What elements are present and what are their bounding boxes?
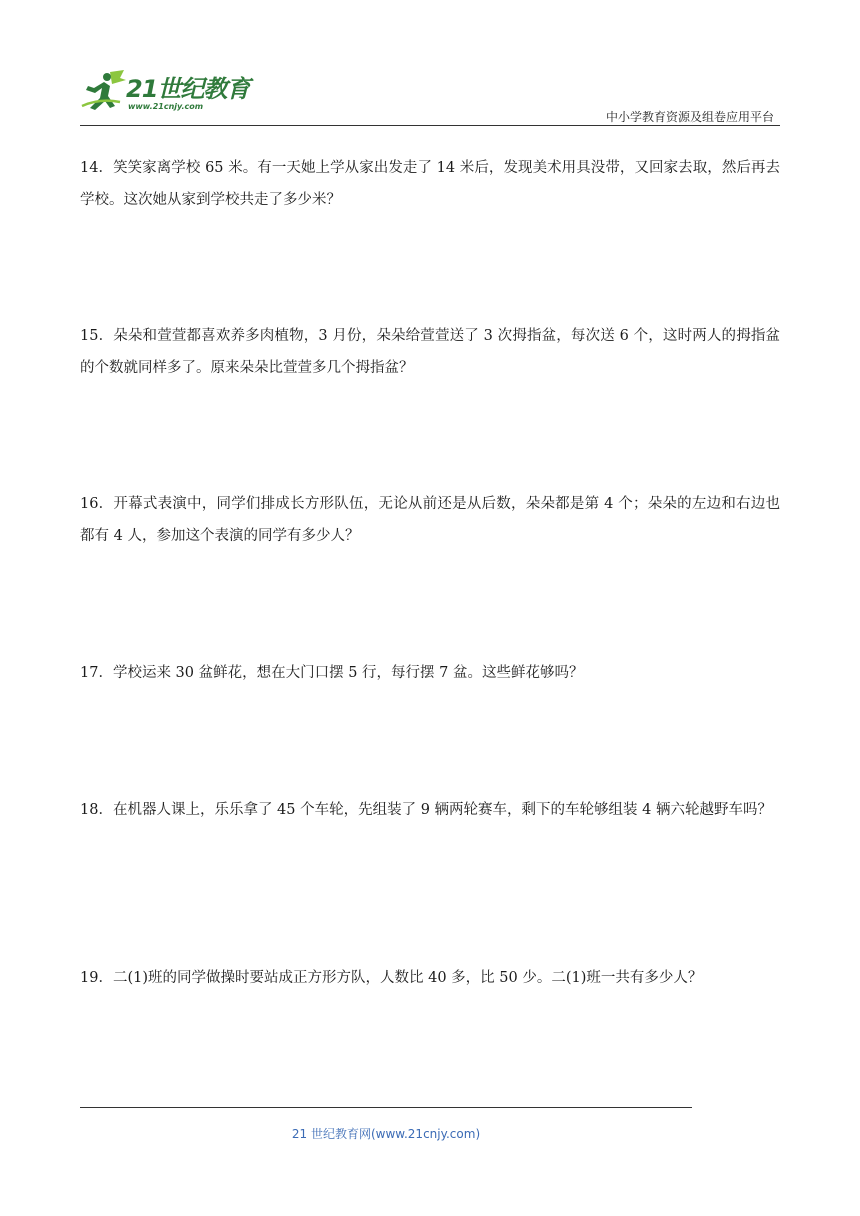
question-17: 17．学校运来 30 盆鲜花，想在大门口摆 5 行，每行摆 7 盆。这些鲜花够吗？ xyxy=(80,665,584,681)
header-divider xyxy=(80,125,780,126)
question-16: 16．开幕式表演中，同学们排成长方形队伍，无论从前还是从后数，朵朵都是第 4 个；朵朵的左边和右边也都有 4 人，参加这个表演的同学有多少人？ xyxy=(80,496,780,544)
logo-brand-text: 21世纪教育 xyxy=(126,75,250,103)
question-18: 18．在机器人课上，乐乐拿了 45 个车轮，先组装了 9 辆两轮赛车，剩下的车轮够组装 4 辆六轮越野车吗？ xyxy=(80,802,773,818)
logo-url-text: www.21cnjy.com xyxy=(128,102,204,111)
footer-divider xyxy=(80,1107,692,1108)
footer-link[interactable]: 21 世纪教育网(www.21cnjy.com) xyxy=(291,1127,481,1141)
header-slogan: 中小学教育资源及组卷应用平台 xyxy=(605,110,774,124)
page-header xyxy=(80,66,780,128)
question-19: 19．二(1)班的同学做操时要站成正方形方队，人数比 40 多，比 50 少。二(1)班一共有多少人？ xyxy=(80,970,703,986)
site-logo[interactable] xyxy=(80,66,260,114)
question-15: 15．朵朵和萱萱都喜欢养多肉植物，3 月份，朵朵给萱萱送了 3 次拇指盆，每次送 6 个，这时两人的拇指盆的个数就同样多了。原来朵朵比萱萱多几个拇指盆？ xyxy=(80,328,780,376)
question-14: 14．笑笑家离学校 65 米。有一天她上学从家出发走了 14 米后，发现美术用具没带，又回家去取，然后再去学校。这次她从家到学校共走了多少米？ xyxy=(80,160,780,208)
runner-logo-icon xyxy=(80,68,132,112)
